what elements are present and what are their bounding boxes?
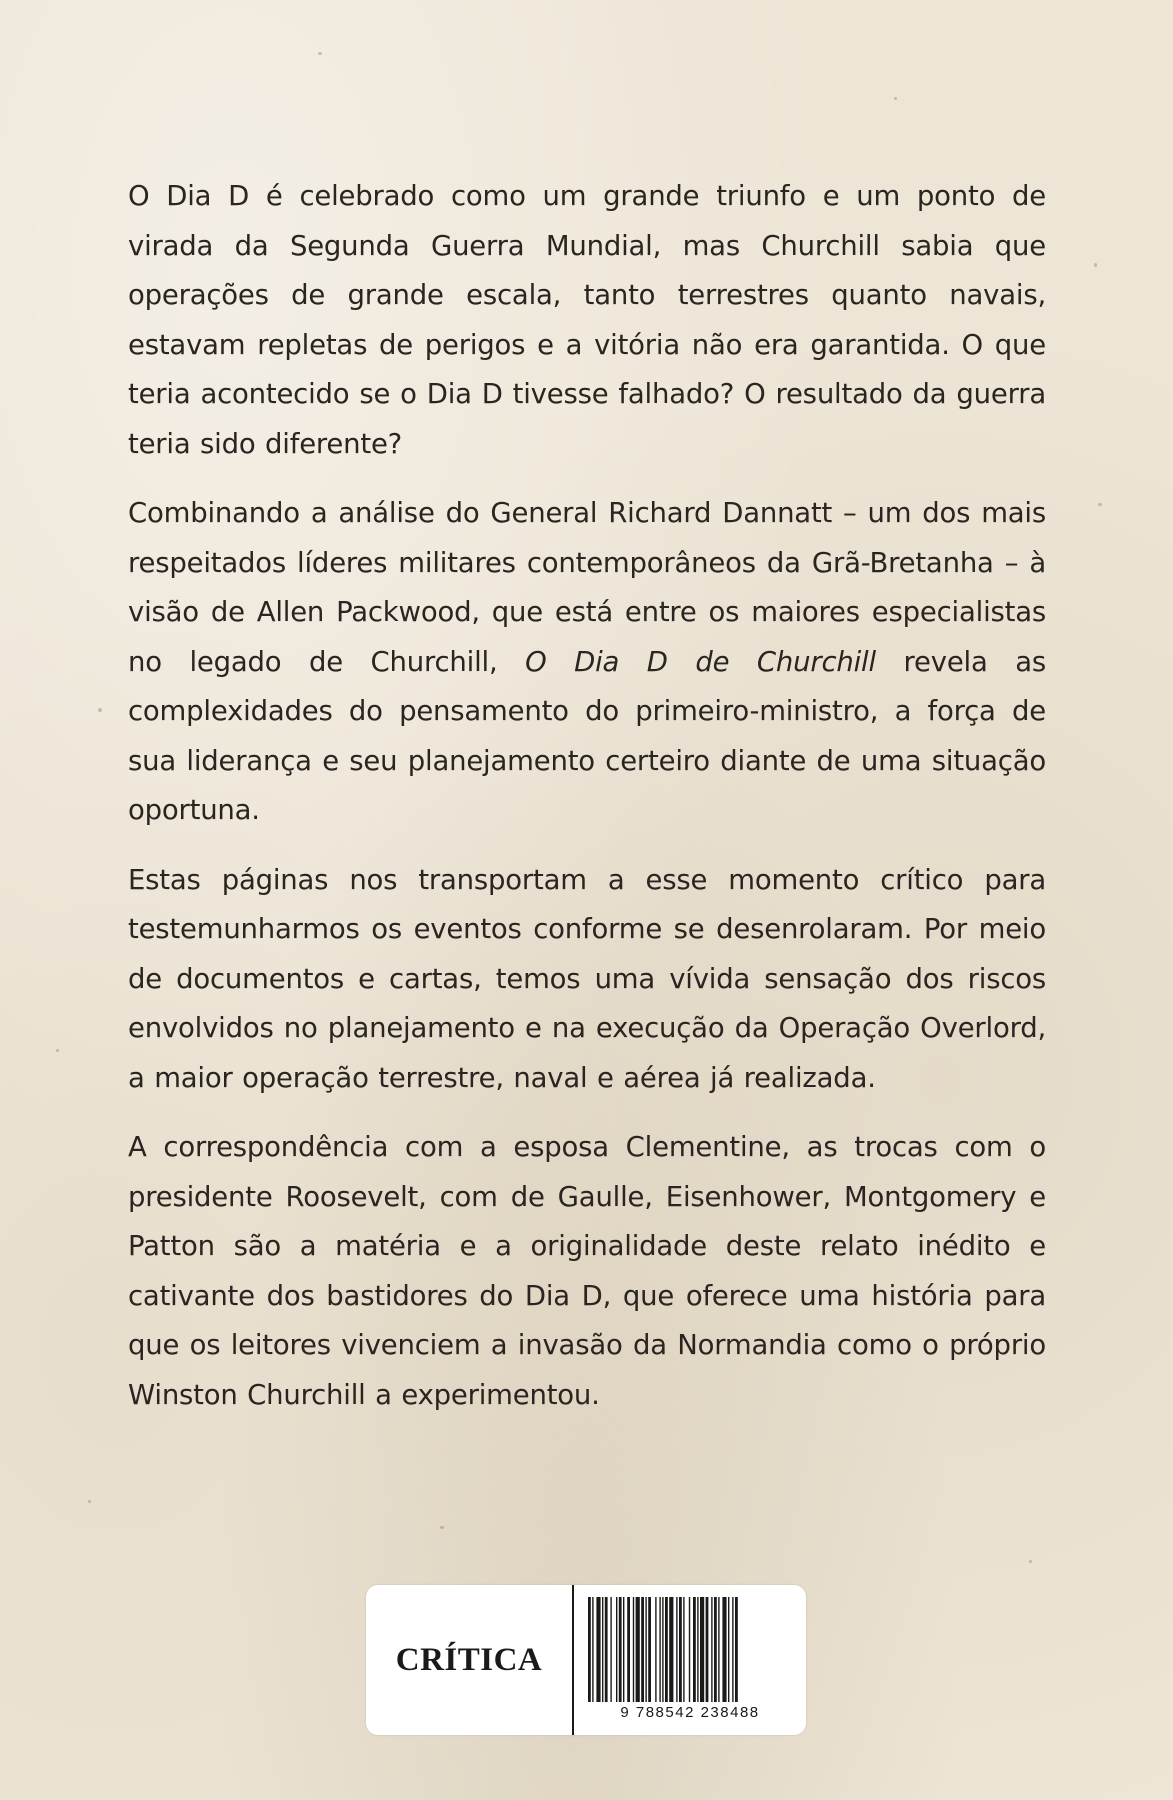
paragraph-text: Estas páginas nos transportam a esse momento crítico para testemunharmos os eventos conforme se desenrolaram. Por meio de documentos e cartas, temos uma vívida sensação dos riscos envolvidos no planejamento e na execução da Operação Overlord, a maior operação terrestre, naval e aérea já realizada.: [128, 863, 1046, 1094]
synopsis-paragraph: [128, 1123, 1046, 1420]
synopsis-paragraph: [128, 856, 1046, 1104]
paragraph-text: O Dia D é celebrado como um grande triunfo e um ponto de virada da Segunda Guerra Mundial, mas Churchill sabia que operações de grande escala, tanto terrestres quanto navais, estavam repletas de perigos e a vitória não era garantida. O que teria acontecido se o Dia D tivesse falhado? O resultado da guerra teria sido diferente?: [128, 180, 1046, 460]
publisher-barcode-box: [366, 1585, 806, 1735]
barcode-bar: [683, 1597, 684, 1702]
isbn-number: 9 788542 238488: [620, 1704, 760, 1721]
barcode-bar: [665, 1597, 668, 1702]
barcode-bar: [706, 1597, 709, 1702]
barcode-bar: [722, 1597, 726, 1702]
paper-speck: [1094, 263, 1097, 267]
barcode-bar: [610, 1597, 611, 1702]
isbn-barcode: [584, 1597, 796, 1725]
barcode-bar: [735, 1597, 738, 1702]
barcode-bar: [697, 1597, 698, 1702]
paper-speck: [440, 1526, 444, 1529]
barcode-bar: [633, 1597, 634, 1702]
barcode-bar: [693, 1597, 696, 1702]
synopsis-paragraph: [128, 489, 1046, 836]
barcode-bar: [623, 1597, 624, 1702]
paragraph-text: revela as complexidades do pensamento do primeiro-ministro, a força de sua liderança e seu planejamento certeiro diante de uma situação oportuna.: [128, 645, 1046, 826]
paper-speck: [894, 97, 897, 100]
paragraph-text: Combinando a análise do General Richard Dannatt – um dos mais respeitados líderes militares contemporâneos da Grã-Bretanha – à visão de Allen Packwood, que está entre os maiores especialistas no legado de Churchill,: [128, 497, 1046, 678]
barcode-bar: [728, 1597, 729, 1702]
paper-speck: [88, 1500, 91, 1503]
paper-speck: [56, 1049, 59, 1052]
barcode-bar: [669, 1597, 673, 1702]
paper-speck: [1098, 503, 1102, 506]
barcode-bar: [619, 1597, 622, 1702]
paper-speck: [1029, 1560, 1032, 1563]
barcode-bar: [605, 1597, 608, 1702]
barcode-bar: [636, 1597, 640, 1702]
barcode-bar: [645, 1597, 646, 1702]
barcode-bar: [689, 1597, 690, 1702]
paragraph-text: A correspondência com a esposa Clementine, as trocas com o presidente Roosevelt, com de Gaulle, Eisenhower, Montgomery e Patton são a matéria e a originalidade deste relato inédito e cativante dos bastidores do Dia D, que oferece uma história para que os leitores vivenciem a invasão da Normandia como o próprio Winston Churchill a experimentou.: [128, 1131, 1046, 1411]
barcode-bar: [659, 1597, 660, 1702]
barcode-bar: [679, 1597, 682, 1702]
barcode-bar: [588, 1597, 591, 1702]
book-title-italic: O Dia D de Churchill: [525, 645, 876, 678]
barcode-bars: [584, 1597, 796, 1702]
barcode-bar: [616, 1597, 617, 1702]
divider: [572, 1585, 574, 1735]
back-cover-text: [128, 172, 1046, 1440]
barcode-bar: [714, 1597, 717, 1702]
barcode-bar: [596, 1597, 600, 1702]
barcode-bar: [648, 1597, 651, 1702]
paper-speck: [318, 52, 322, 55]
barcode-bar: [700, 1597, 704, 1702]
barcode-bar: [655, 1597, 656, 1702]
barcode-bar: [676, 1597, 677, 1702]
barcode-bar: [732, 1597, 733, 1702]
paper-speck: [98, 708, 102, 712]
barcode-bar: [627, 1597, 630, 1702]
barcode-bar: [718, 1597, 719, 1702]
barcode-bar: [711, 1597, 712, 1702]
synopsis-paragraph: [128, 172, 1046, 469]
barcode-bar: [602, 1597, 603, 1702]
barcode-bar: [592, 1597, 593, 1702]
barcode-bar: [641, 1597, 644, 1702]
publisher-logo: CRÍTICA: [395, 1641, 543, 1678]
barcode-bar: [662, 1597, 663, 1702]
